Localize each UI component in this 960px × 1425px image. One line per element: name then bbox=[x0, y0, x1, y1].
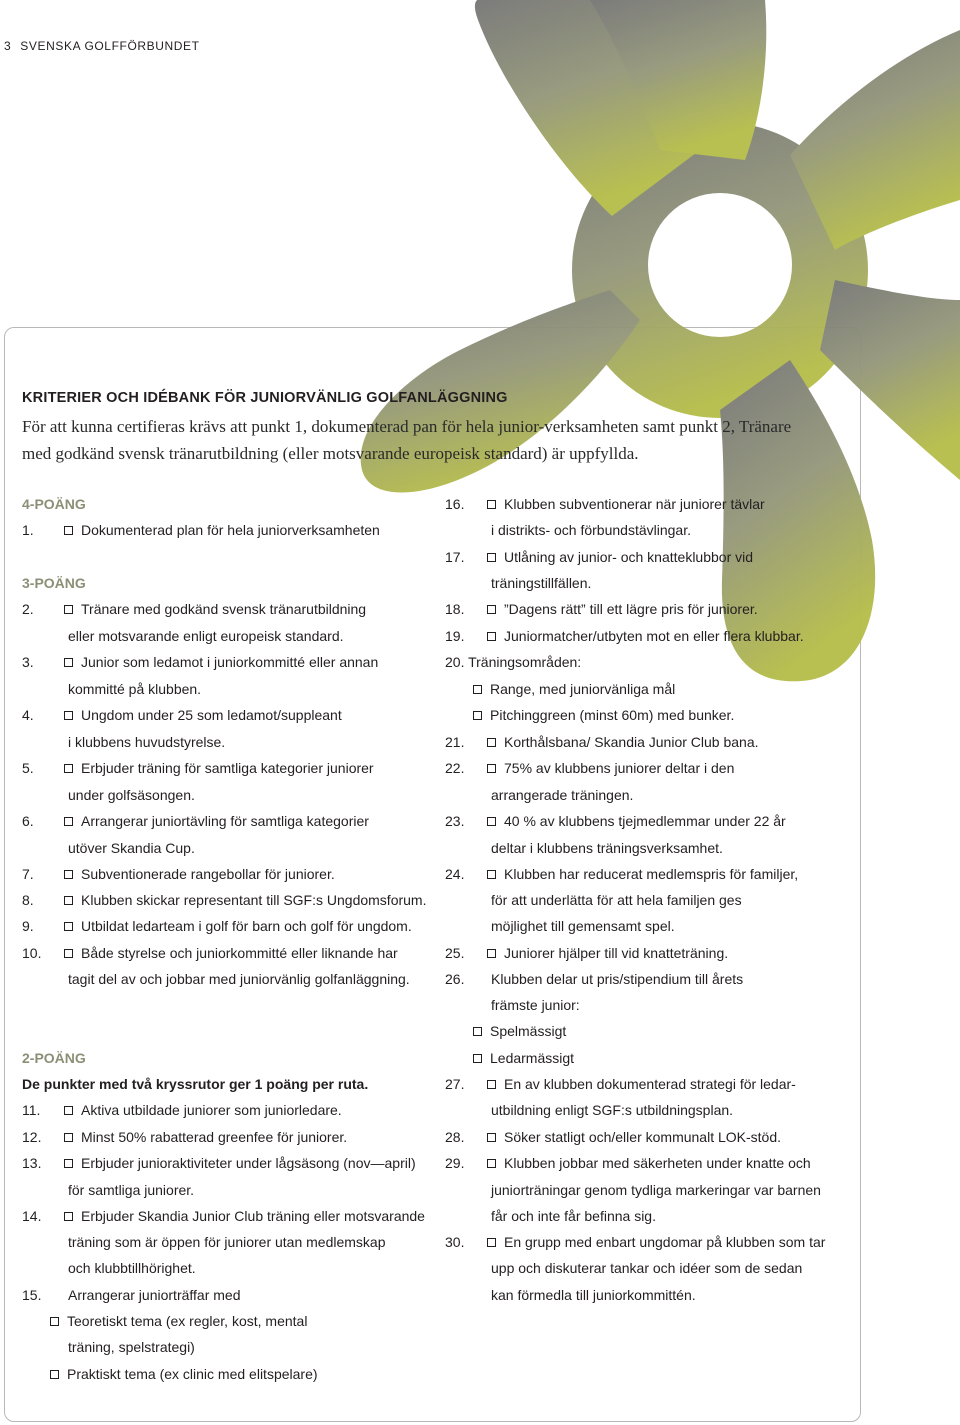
checkbox[interactable] bbox=[50, 1317, 59, 1326]
checkbox[interactable] bbox=[64, 526, 73, 535]
criterion-4-cont: i klubbens huvudstyrelse. bbox=[68, 734, 226, 750]
criterion-12 bbox=[22, 1128, 347, 1146]
checkbox[interactable] bbox=[487, 1238, 496, 1247]
criterion-18 bbox=[445, 600, 758, 618]
criterion-10 bbox=[22, 944, 398, 962]
criterion-14-cont: träning som är öppen för juniorer utan medlemskap bbox=[68, 1234, 386, 1250]
checkbox[interactable] bbox=[487, 1133, 496, 1142]
criterion-19 bbox=[445, 627, 804, 645]
checkbox[interactable] bbox=[487, 738, 496, 747]
criterion-number: 2. bbox=[22, 601, 34, 617]
criterion-20-sub1 bbox=[473, 680, 675, 698]
criterion-text: ”Dagens rätt” till ett lägre pris för juniorer. bbox=[504, 601, 758, 617]
criterion-3 bbox=[22, 653, 378, 671]
criterion-13 bbox=[22, 1154, 416, 1172]
criterion-24-cont2: möjlighet till gemensamt spel. bbox=[491, 918, 675, 934]
criterion-1 bbox=[22, 521, 380, 539]
criterion-25 bbox=[445, 944, 728, 962]
criterion-22-cont: arrangerade träningen. bbox=[491, 787, 634, 803]
criterion-15-sub1 bbox=[50, 1312, 307, 1330]
criterion-text: Range, med juniorvänliga mål bbox=[490, 681, 676, 697]
criterion-number: 26. bbox=[445, 971, 465, 987]
criterion-6-cont: utöver Skandia Cup. bbox=[68, 840, 195, 856]
criterion-17-cont: träningstillfällen. bbox=[491, 575, 592, 591]
checkbox[interactable] bbox=[487, 605, 496, 614]
criterion-29-cont: juniorträningar genom tydliga markeringar var barnen bbox=[491, 1182, 821, 1198]
criterion-15 bbox=[22, 1286, 240, 1304]
checkbox[interactable] bbox=[64, 1159, 73, 1168]
criterion-21 bbox=[445, 733, 759, 751]
criterion-24-cont: för att underlätta för att hela familjen ges bbox=[491, 892, 742, 908]
criterion-number: 19. bbox=[445, 628, 465, 644]
checkbox[interactable] bbox=[64, 711, 73, 720]
criterion-text: Junior som ledamot i juniorkommitté eller annan bbox=[81, 654, 379, 670]
checkbox[interactable] bbox=[487, 500, 496, 509]
criterion-text: Söker statligt och/eller kommunalt LOK-stöd. bbox=[504, 1129, 782, 1145]
checkbox[interactable] bbox=[64, 1106, 73, 1115]
two-point-note: De punkter med två kryssrutor ger 1 poäng per ruta. bbox=[22, 1076, 369, 1092]
criterion-text: Erbjuder träning för samtliga kategorier juniorer bbox=[81, 760, 374, 776]
criterion-5 bbox=[22, 759, 374, 777]
criterion-14-cont2: och klubbtillhörighet. bbox=[68, 1260, 196, 1276]
checkbox[interactable] bbox=[487, 817, 496, 826]
criterion-text: Arrangerar juniortävling för samtliga kategorier bbox=[81, 813, 369, 829]
criterion-number: 25. bbox=[445, 945, 465, 961]
criterion-number: 7. bbox=[22, 866, 34, 882]
criterion-15-sub2 bbox=[50, 1365, 318, 1383]
heading-4-poang: 4-POÄNG bbox=[22, 496, 86, 512]
criterion-text: Klubben har reducerat medlemspris för familjer, bbox=[504, 866, 799, 882]
criterion-2-cont: eller motsvarande enligt europeisk standard. bbox=[68, 628, 344, 644]
criterion-text: Klubben delar ut pris/stipendium till årets bbox=[491, 971, 744, 987]
criterion-26 bbox=[445, 970, 743, 988]
criterion-number: 13. bbox=[22, 1155, 42, 1171]
criterion-16 bbox=[445, 495, 765, 513]
criterion-17 bbox=[445, 548, 753, 566]
heading-3-poang: 3-POÄNG bbox=[22, 575, 86, 591]
checkbox[interactable] bbox=[473, 711, 482, 720]
checkbox[interactable] bbox=[64, 1212, 73, 1221]
checkbox[interactable] bbox=[487, 870, 496, 879]
criterion-text: 40 % av klubbens tjejmedlemmar under 22 år bbox=[504, 813, 786, 829]
criterion-27-cont: utbildning enligt SGF:s utbildningsplan. bbox=[491, 1102, 734, 1118]
document-title: KRITERIER OCH IDÉBANK FÖR JUNIORVÄNLIG GOLFANLÄGGNING bbox=[22, 390, 508, 406]
criterion-number: 18. bbox=[445, 601, 465, 617]
criterion-5-cont: under golfsäsongen. bbox=[68, 787, 195, 803]
criterion-10-cont: tagit del av och jobbar med juniorvänlig golfanläggning. bbox=[68, 971, 410, 987]
criterion-30-cont: upp och diskuterar tankar och idéer som de sedan bbox=[491, 1260, 803, 1276]
criterion-number: 5. bbox=[22, 760, 34, 776]
criterion-number: 24. bbox=[445, 866, 465, 882]
criterion-20-sub2 bbox=[473, 706, 734, 724]
criterion-16-cont: i distrikts- och förbundstävlingar. bbox=[491, 522, 691, 538]
criterion-number: 12. bbox=[22, 1129, 42, 1145]
criterion-text: Utbildat ledarteam i golf för barn och golf för ungdom. bbox=[81, 918, 412, 934]
criterion-20: 20. Träningsområden: bbox=[445, 654, 582, 670]
criterion-number: 27. bbox=[445, 1076, 465, 1092]
criterion-number: 9. bbox=[22, 918, 34, 934]
criterion-number: 10. bbox=[22, 945, 42, 961]
criterion-number: 15. bbox=[22, 1287, 42, 1303]
criterion-text: Utlåning av junior- och knatteklubbor vid bbox=[504, 549, 754, 565]
checkbox[interactable] bbox=[50, 1370, 59, 1379]
criterion-26-sub2 bbox=[473, 1049, 574, 1067]
criterion-text: Juniormatcher/utbyten mot en eller flera klubbar. bbox=[504, 628, 804, 644]
criterion-text: Klubben skickar representant till SGF:s Ungdomsforum. bbox=[81, 892, 427, 908]
criterion-number: 29. bbox=[445, 1155, 465, 1171]
criterion-number: 23. bbox=[445, 813, 465, 829]
criterion-3-cont: kommitté på klubben. bbox=[68, 681, 202, 697]
criterion-9 bbox=[22, 917, 412, 935]
criterion-number: 28. bbox=[445, 1129, 465, 1145]
criterion-text: Pitchinggreen (minst 60m) med bunker. bbox=[490, 707, 735, 723]
criterion-number: 16. bbox=[445, 496, 465, 512]
criterion-8 bbox=[22, 891, 426, 909]
criterion-text: Erbjuder Skandia Junior Club träning eller motsvarande bbox=[81, 1208, 425, 1224]
criterion-number: 6. bbox=[22, 813, 34, 829]
criterion-number: 21. bbox=[445, 734, 465, 750]
criterion-15-sub1-cont: träning, spelstrategi) bbox=[68, 1339, 195, 1355]
criterion-text: Juniorer hjälper till vid knatteträning. bbox=[504, 945, 729, 961]
criterion-text: Erbjuder junioraktiviteter under lågsäsong (nov—april) bbox=[81, 1155, 416, 1171]
checkbox[interactable] bbox=[64, 922, 73, 931]
checkbox[interactable] bbox=[487, 632, 496, 641]
checkbox[interactable] bbox=[64, 1133, 73, 1142]
criterion-number: 17. bbox=[445, 549, 465, 565]
checkbox[interactable] bbox=[487, 1080, 496, 1089]
criterion-13-cont: för samtliga juniorer. bbox=[68, 1182, 195, 1198]
checkbox[interactable] bbox=[473, 1027, 482, 1036]
checkbox[interactable] bbox=[473, 685, 482, 694]
checkbox[interactable] bbox=[487, 764, 496, 773]
criterion-text: Minst 50% rabatterad greenfee för juniorer. bbox=[81, 1129, 348, 1145]
criterion-22 bbox=[445, 759, 734, 777]
criterion-23-cont: deltar i klubbens träningsverksamhet. bbox=[491, 840, 723, 856]
criterion-28 bbox=[445, 1128, 781, 1146]
criterion-number: 14. bbox=[22, 1208, 42, 1224]
criterion-text: Teoretiskt tema (ex regler, kost, mental bbox=[67, 1313, 308, 1329]
checkbox[interactable] bbox=[64, 764, 73, 773]
page-number: 3 bbox=[4, 39, 12, 53]
criterion-29 bbox=[445, 1154, 811, 1172]
heading-2-poang: 2-POÄNG bbox=[22, 1050, 86, 1066]
criterion-number: 3. bbox=[22, 654, 34, 670]
checkbox[interactable] bbox=[487, 1159, 496, 1168]
criterion-2 bbox=[22, 600, 366, 618]
criterion-number: 1. bbox=[22, 522, 34, 538]
criterion-text: Arrangerar juniorträffar med bbox=[68, 1287, 241, 1303]
criterion-27 bbox=[445, 1075, 796, 1093]
criterion-6 bbox=[22, 812, 369, 830]
criterion-text: Tränare med godkänd svensk tränarutbildning bbox=[81, 601, 367, 617]
criterion-number: 11. bbox=[22, 1102, 41, 1118]
checkbox[interactable] bbox=[64, 605, 73, 614]
criterion-text: Korthålsbana/ Skandia Junior Club bana. bbox=[504, 734, 759, 750]
checkbox[interactable] bbox=[487, 553, 496, 562]
criterion-text: 75% av klubbens juniorer deltar i den bbox=[504, 760, 735, 776]
criterion-text: Praktiskt tema (ex clinic med elitspelare) bbox=[67, 1366, 318, 1382]
criterion-number: 4. bbox=[22, 707, 34, 723]
checkbox[interactable] bbox=[487, 949, 496, 958]
criterion-23 bbox=[445, 812, 786, 830]
criterion-text: Både styrelse och juniorkommitté eller liknande har bbox=[81, 945, 398, 961]
criterion-text: En grupp med enbart ungdomar på klubben som tar bbox=[504, 1234, 826, 1250]
criterion-text: Aktiva utbildade juniorer som juniorledare. bbox=[81, 1102, 342, 1118]
criterion-text: En av klubben dokumenterad strategi för ledar- bbox=[504, 1076, 796, 1092]
criterion-14 bbox=[22, 1207, 425, 1225]
criterion-26-cont: främste junior: bbox=[491, 997, 580, 1013]
org-name: SVENSKA GOLFFÖRBUNDET bbox=[20, 39, 200, 53]
criterion-30-cont2: kan förmedla till juniorkommittén. bbox=[491, 1287, 696, 1303]
criterion-text: Ungdom under 25 som ledamot/suppleant bbox=[81, 707, 342, 723]
criterion-text: Klubben subventionerar när juniorer tävlar bbox=[504, 496, 765, 512]
criterion-29-cont2: får och inte får befinna sig. bbox=[491, 1208, 656, 1224]
checkbox[interactable] bbox=[473, 1054, 482, 1063]
criterion-11 bbox=[22, 1101, 342, 1119]
checkbox[interactable] bbox=[64, 870, 73, 879]
criterion-30 bbox=[445, 1233, 825, 1251]
criterion-text: Ledarmässigt bbox=[490, 1050, 575, 1066]
criterion-number: 30. bbox=[445, 1234, 465, 1250]
criterion-7 bbox=[22, 865, 335, 883]
criterion-24 bbox=[445, 865, 798, 883]
checkbox[interactable] bbox=[64, 896, 73, 905]
criterion-text: Spelmässigt bbox=[490, 1023, 567, 1039]
criterion-4 bbox=[22, 706, 342, 724]
criterion-text: Dokumenterad plan för hela juniorverksamheten bbox=[81, 522, 380, 538]
checkbox[interactable] bbox=[64, 949, 73, 958]
criterion-number: 8. bbox=[22, 892, 34, 908]
checkbox[interactable] bbox=[64, 817, 73, 826]
criterion-text: Subventionerade rangebollar för juniorer. bbox=[81, 866, 335, 882]
checkbox[interactable] bbox=[64, 658, 73, 667]
criterion-text: Klubben jobbar med säkerheten under knatte och bbox=[504, 1155, 811, 1171]
intro-paragraph: För att kunna certifieras krävs att punkt 1, dokumenterad pan för hela junior-verksamheten samt punkt 2, Tränare med godkänd svensk tränarutbildning (eller motsvarande europeisk standard) är uppfyllda. bbox=[22, 417, 792, 463]
criterion-26-sub1 bbox=[473, 1022, 566, 1040]
criterion-number: 22. bbox=[445, 760, 465, 776]
